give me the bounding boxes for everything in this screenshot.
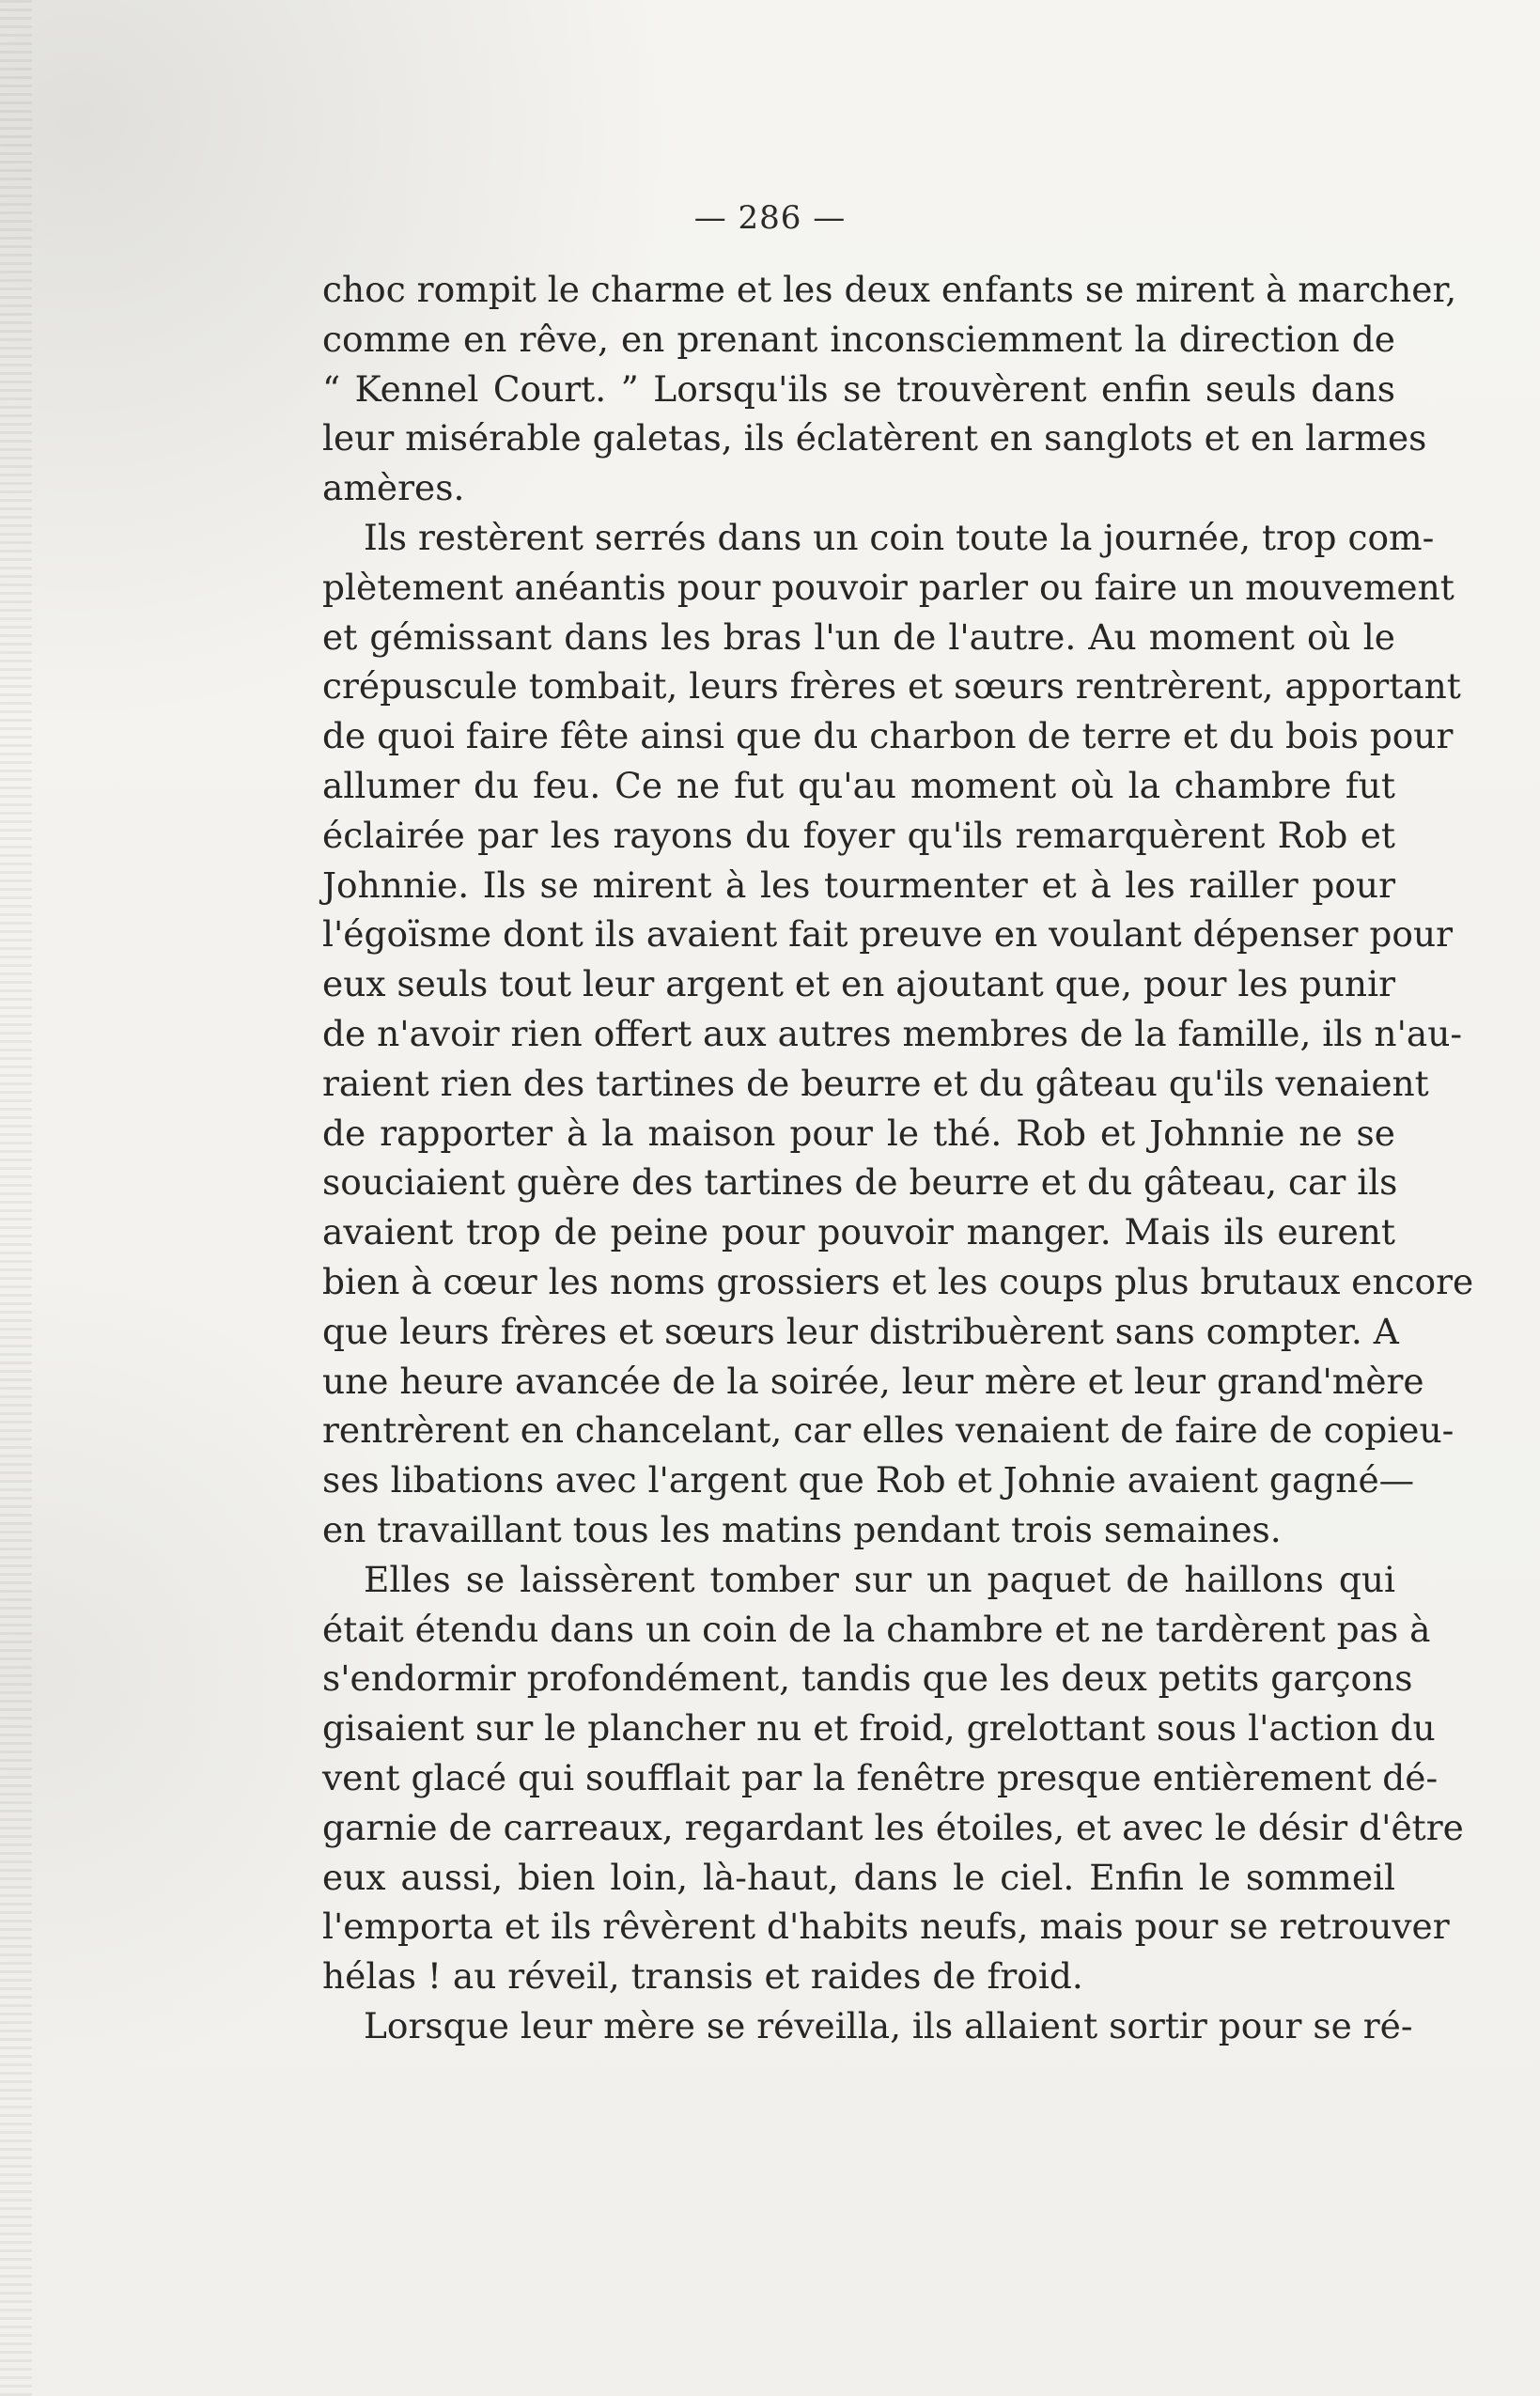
- text-line: gisaient sur le plancher nu et froid, grelottant sous l'action du: [322, 1707, 1436, 1750]
- text-line: bien à cœur les noms grossiers et les coups plus brutaux encore: [322, 1260, 1474, 1302]
- text-line: choc rompit le charme et les deux enfants se mirent à marcher,: [322, 269, 1457, 310]
- text-line: éclairée par les rayons du foyer qu'ils remarquèrent Rob et: [322, 814, 1395, 856]
- paragraph-1: [322, 265, 1457, 513]
- text-line: de quoi faire fête ainsi que du charbon de terre et du bois pour: [322, 715, 1454, 757]
- text-line: souciaient guère des tartines de beurre et du gâteau, car ils: [322, 1161, 1398, 1204]
- text-line: amères.: [322, 467, 465, 509]
- text-line: avaient trop de peine pour pouvoir manger. Mais ils eurent: [322, 1211, 1395, 1253]
- text-line: Lorsque leur mère se réveilla, ils allaient sortir pour se ré-: [364, 2004, 1413, 2046]
- text-line: s'endormir profondément, tandis que les deux petits garçons: [322, 1657, 1413, 1700]
- text-line: que leurs frères et sœurs leur distribuèrent sans compter. A: [322, 1310, 1399, 1352]
- text-line: comme en rêve, en prenant inconsciemment la direction de: [322, 318, 1395, 360]
- text-line: leur misérable galetas, ils éclatèrent en sanglots et en larmes: [322, 417, 1427, 459]
- paragraph-2: [322, 513, 1474, 1555]
- text-line: l'emporta et ils rêvèrent d'habits neufs, mais pour se retrouver: [322, 1906, 1450, 1948]
- text-line: rentrèrent en chancelant, car elles venaient de faire de copieu-: [322, 1409, 1454, 1452]
- text-line: plètement anéantis pour pouvoir parler ou faire un mouvement: [322, 566, 1454, 608]
- text-line: “ Kennel Court. ” Lorsqu'ils se trouvèrent enfin seuls dans: [322, 367, 1395, 410]
- text-line: Johnnie. Ils se mirent à les tourmenter et à les railler pour: [322, 863, 1395, 906]
- text-line: et gémissant dans les bras l'un de l'autre. Au moment où le: [322, 615, 1395, 658]
- text-line: allumer du feu. Ce ne fut qu'au moment où la chambre fut: [322, 764, 1395, 806]
- text-line: eux seuls tout leur argent et en ajoutant que, pour les punir: [322, 963, 1395, 1005]
- text-line: Elles se laissèrent tomber sur un paquet de haillons qui: [364, 1558, 1395, 1600]
- text-line: était étendu dans un coin de la chambre et ne tardèrent pas à: [322, 1608, 1431, 1650]
- text-line: garnie de carreaux, regardant les étoiles, et avec le désir d'être: [322, 1806, 1464, 1848]
- paragraph-3: [322, 1555, 1464, 2001]
- page-number: — 286 —: [693, 199, 847, 237]
- text-line: l'égoïsme dont ils avaient fait preuve en voulant dépenser pour: [322, 913, 1454, 956]
- paragraph-4: [322, 2001, 1413, 2051]
- text-line: une heure avancée de la soirée, leur mère et leur grand'mère: [322, 1360, 1424, 1402]
- text-line: raient rien des tartines de beurre et du gâteau qu'ils venaient: [322, 1062, 1429, 1104]
- body-text: [322, 265, 1474, 2051]
- text-line: de n'avoir rien offert aux autres membres de la famille, ils n'au-: [322, 1012, 1463, 1054]
- page-edge-shadow: [0, 0, 32, 2396]
- text-line: de rapporter à la maison pour le thé. Rob et Johnnie ne se: [322, 1112, 1395, 1154]
- text-line: ses libations avec l'argent que Rob et Johnie avaient gagné—: [322, 1459, 1415, 1501]
- text-line: vent glacé qui soufflait par la fenêtre presque entièrement dé-: [322, 1756, 1439, 1798]
- text-line: hélas ! au réveil, transis et raides de froid.: [322, 1955, 1083, 1998]
- text-line: crépuscule tombait, leurs frères et sœurs rentrèrent, apportant: [322, 665, 1461, 708]
- text-line: en travaillant tous les matins pendant trois semaines.: [322, 1508, 1282, 1550]
- text-line: Ils restèrent serrés dans un coin toute la journée, trop com-: [364, 516, 1435, 558]
- text-line: eux aussi, bien loin, là-haut, dans le ciel. Enfin le sommeil: [322, 1856, 1395, 1898]
